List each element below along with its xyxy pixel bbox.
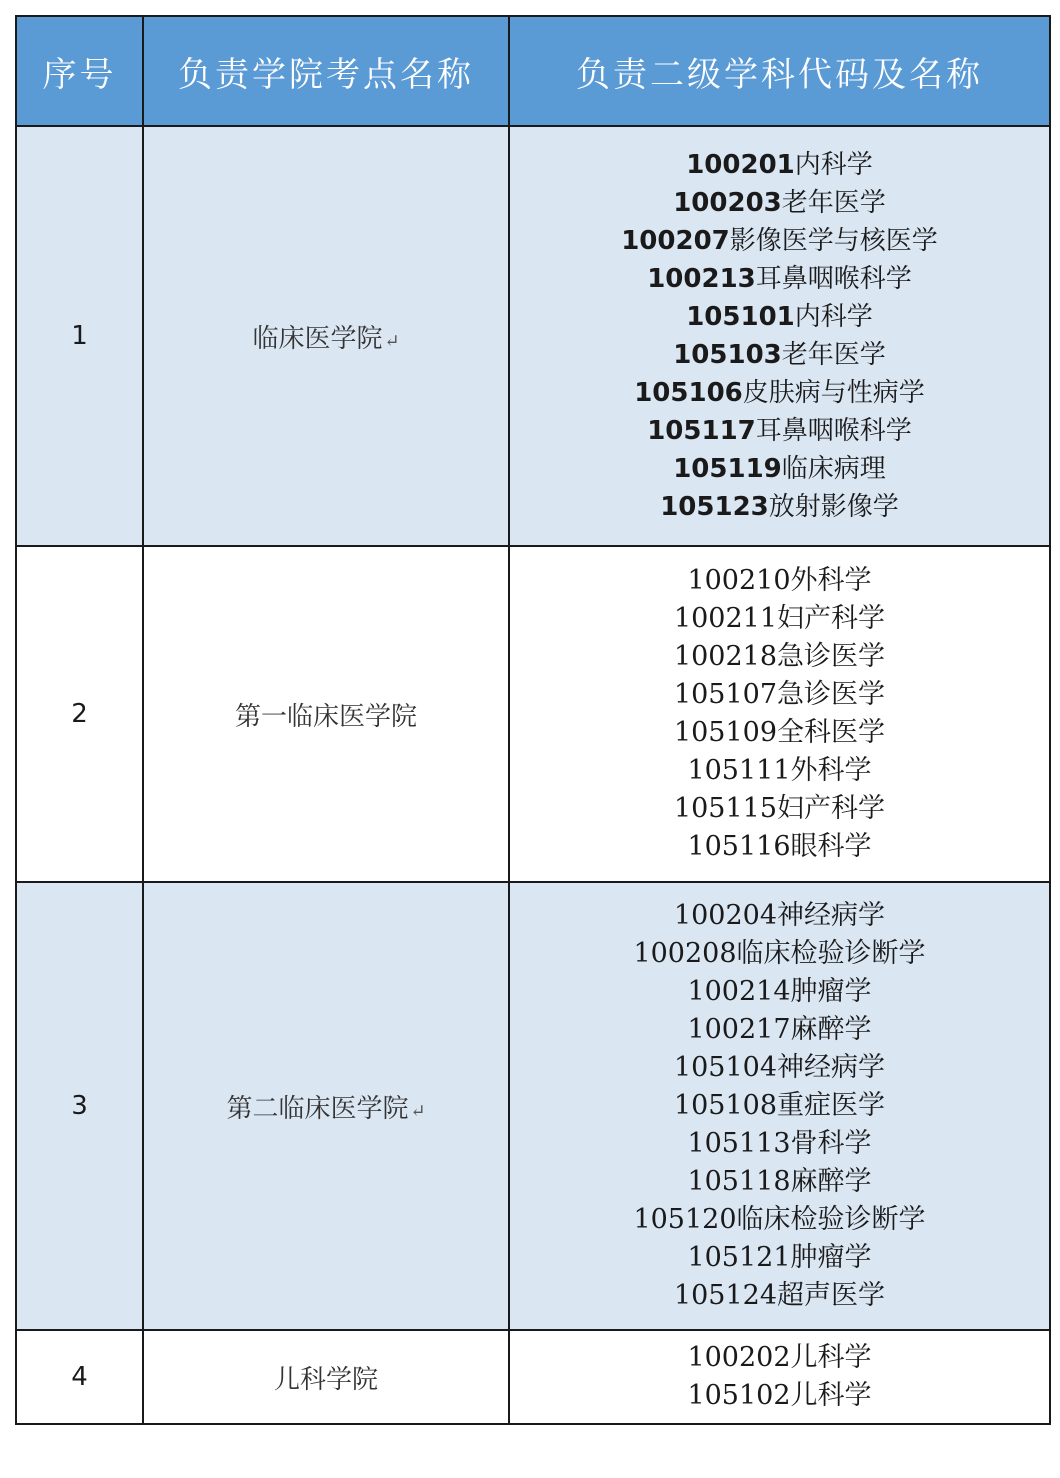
subject-code: 105111 bbox=[687, 755, 791, 786]
subject-code: 100210 bbox=[687, 565, 791, 596]
subject-item bbox=[510, 790, 1049, 828]
subject-name: 放射影像学 bbox=[768, 492, 899, 522]
subject-item bbox=[510, 488, 1049, 526]
row-college bbox=[143, 1330, 509, 1424]
subject-name: 老年医学 bbox=[781, 188, 886, 218]
table-row bbox=[16, 882, 1050, 1330]
subject-name: 肿瘤学 bbox=[790, 976, 872, 1007]
subject-code: 105101 bbox=[686, 302, 795, 332]
row-subjects bbox=[509, 882, 1050, 1330]
subject-name: 临床检验诊断学 bbox=[736, 1204, 926, 1235]
subject-name: 老年医学 bbox=[781, 340, 886, 370]
return-mark-icon: ↵ bbox=[410, 1100, 426, 1122]
subject-code: 100213 bbox=[647, 264, 756, 294]
college-name: 临床医学院 bbox=[252, 323, 383, 354]
row-college bbox=[143, 882, 509, 1330]
subject-item bbox=[510, 1239, 1049, 1277]
subject-item bbox=[510, 600, 1049, 638]
subject-name: 麻醉学 bbox=[790, 1014, 872, 1045]
subject-item bbox=[510, 1339, 1049, 1377]
subject-name: 儿科学 bbox=[790, 1380, 872, 1411]
subject-code: 105121 bbox=[687, 1242, 791, 1273]
subject-code: 105103 bbox=[673, 340, 782, 370]
subject-item bbox=[510, 828, 1049, 866]
subject-code: 105113 bbox=[687, 1128, 791, 1159]
subject-item bbox=[510, 450, 1049, 488]
row-seq: 1 bbox=[16, 126, 143, 546]
subject-code: 100204 bbox=[673, 900, 778, 931]
subject-item bbox=[510, 412, 1049, 450]
subject-name: 重症医学 bbox=[777, 1090, 886, 1121]
subject-item bbox=[510, 184, 1049, 222]
subject-list bbox=[510, 897, 1049, 1315]
subject-code: 105118 bbox=[687, 1166, 791, 1197]
subject-name: 骨科学 bbox=[790, 1128, 872, 1159]
subject-list bbox=[510, 562, 1049, 866]
subject-name: 急诊医学 bbox=[777, 679, 886, 710]
return-mark-icon: ↵ bbox=[384, 330, 400, 352]
subject-name: 神经病学 bbox=[777, 1052, 886, 1083]
subject-code: 100218 bbox=[673, 641, 778, 672]
subject-item bbox=[510, 638, 1049, 676]
subject-code: 105124 bbox=[673, 1280, 778, 1311]
subject-name: 临床病理 bbox=[781, 454, 886, 484]
subject-item bbox=[510, 1049, 1049, 1087]
subject-code: 100208 bbox=[633, 938, 737, 969]
subject-code: 100202 bbox=[687, 1342, 791, 1373]
subject-item bbox=[510, 146, 1049, 184]
subject-item bbox=[510, 676, 1049, 714]
subject-name: 神经病学 bbox=[777, 900, 886, 931]
subject-name: 耳鼻咽喉科学 bbox=[755, 416, 912, 446]
subject-item bbox=[510, 714, 1049, 752]
subject-name: 皮肤病与性病学 bbox=[742, 378, 925, 408]
subject-name: 超声医学 bbox=[777, 1280, 886, 1311]
header-subjects: 负责二级学科代码及名称 bbox=[509, 16, 1050, 126]
subject-code: 100217 bbox=[687, 1014, 791, 1045]
college-name: 儿科学院 bbox=[273, 1364, 378, 1395]
subject-code: 105107 bbox=[673, 679, 778, 710]
table-row bbox=[16, 1330, 1050, 1424]
subject-code: 105106 bbox=[634, 378, 743, 408]
subject-name: 内科学 bbox=[794, 302, 873, 332]
table-header-row bbox=[16, 16, 1050, 126]
subject-code: 100207 bbox=[621, 226, 730, 256]
subject-item bbox=[510, 1163, 1049, 1201]
header-college: 负责学院考点名称 bbox=[143, 16, 509, 126]
subject-item bbox=[510, 260, 1049, 298]
row-subjects bbox=[509, 546, 1050, 882]
subject-list bbox=[510, 1339, 1049, 1415]
subject-name: 内科学 bbox=[794, 150, 873, 180]
row-seq: 2 bbox=[16, 546, 143, 882]
subject-item bbox=[510, 752, 1049, 790]
row-college bbox=[143, 546, 509, 882]
subject-list bbox=[510, 146, 1049, 526]
subject-name: 妇产科学 bbox=[777, 793, 886, 824]
college-name: 第二临床医学院 bbox=[226, 1093, 409, 1124]
subject-name: 全科医学 bbox=[777, 717, 886, 748]
subject-code: 105123 bbox=[660, 492, 769, 522]
subject-name: 麻醉学 bbox=[790, 1166, 872, 1197]
subject-code: 105104 bbox=[673, 1052, 778, 1083]
subject-code: 105102 bbox=[687, 1380, 791, 1411]
subject-item bbox=[510, 562, 1049, 600]
subject-code: 100201 bbox=[686, 150, 795, 180]
subject-code: 100211 bbox=[673, 603, 778, 634]
subject-item bbox=[510, 1277, 1049, 1315]
subject-item bbox=[510, 973, 1049, 1011]
subject-name: 急诊医学 bbox=[777, 641, 886, 672]
subject-item bbox=[510, 1011, 1049, 1049]
subject-item bbox=[510, 222, 1049, 260]
row-seq: 3 bbox=[16, 882, 143, 1330]
subject-item bbox=[510, 1125, 1049, 1163]
subject-name: 外科学 bbox=[790, 565, 872, 596]
row-subjects bbox=[509, 126, 1050, 546]
subject-name: 影像医学与核医学 bbox=[729, 226, 938, 256]
subject-item bbox=[510, 897, 1049, 935]
subject-code: 100203 bbox=[673, 188, 782, 218]
table-row bbox=[16, 546, 1050, 882]
subject-name: 儿科学 bbox=[790, 1342, 872, 1373]
row-subjects bbox=[509, 1330, 1050, 1424]
subject-code: 105116 bbox=[687, 831, 791, 862]
subject-item bbox=[510, 1087, 1049, 1125]
subject-name: 妇产科学 bbox=[777, 603, 886, 634]
subject-name: 肿瘤学 bbox=[790, 1242, 872, 1273]
subject-name: 耳鼻咽喉科学 bbox=[755, 264, 912, 294]
subject-item bbox=[510, 336, 1049, 374]
subject-code: 105109 bbox=[673, 717, 778, 748]
subject-code: 105115 bbox=[673, 793, 778, 824]
subject-code: 105108 bbox=[673, 1090, 778, 1121]
header-seq: 序号 bbox=[16, 16, 143, 126]
subject-code: 105120 bbox=[633, 1204, 737, 1235]
subject-item bbox=[510, 1201, 1049, 1239]
subject-name: 眼科学 bbox=[790, 831, 872, 862]
subject-name: 外科学 bbox=[790, 755, 872, 786]
subject-code: 100214 bbox=[687, 976, 791, 1007]
subject-item bbox=[510, 935, 1049, 973]
table-row bbox=[16, 126, 1050, 546]
subject-code: 105119 bbox=[673, 454, 782, 484]
row-seq: 4 bbox=[16, 1330, 143, 1424]
college-name: 第一临床医学院 bbox=[234, 701, 417, 732]
subject-item bbox=[510, 374, 1049, 412]
college-subject-table bbox=[15, 15, 1051, 1425]
row-college bbox=[143, 126, 509, 546]
subject-item bbox=[510, 298, 1049, 336]
subject-item bbox=[510, 1377, 1049, 1415]
subject-name: 临床检验诊断学 bbox=[736, 938, 926, 969]
subject-code: 105117 bbox=[647, 416, 756, 446]
